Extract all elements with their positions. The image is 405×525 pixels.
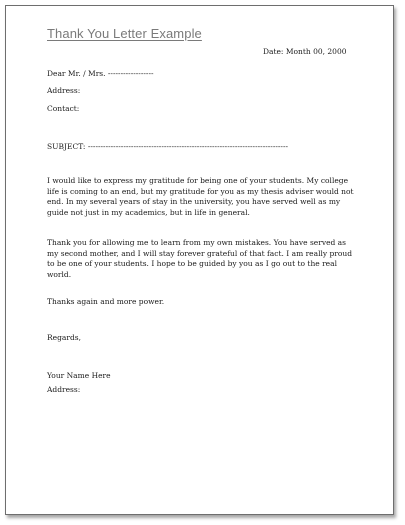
closing: Regards, — [47, 333, 81, 342]
subject-line: SUBJECT: ------------------------------------------------------------------------------- — [47, 142, 289, 151]
contact-label: Contact: — [47, 104, 80, 113]
sender-name: Your Name Here — [47, 371, 111, 380]
document-title: Thank You Letter Example — [47, 26, 202, 41]
address-label: Address: — [47, 86, 81, 95]
body-paragraph-2: Thank you for allowing me to learn from my own mistakes. You have served as my second mother, and I will stay forever grateful of that fact. I am really proud to be one of your students. I hope to be guided by you as I go out to the real world. — [47, 238, 353, 279]
date-line: Date: Month 00, 2000 — [263, 47, 347, 56]
letter-page — [5, 5, 394, 515]
sender-address-label: Address: — [47, 385, 81, 394]
body-paragraph-1: I would like to express my gratitude for being one of your students. My college life is coming to an end, but my gratitude for you as my thesis adviser would not end. In my several years of stay in the university, you have served well as my guide not just in my academics, but in life in general. — [47, 176, 354, 217]
salutation: Dear Mr. / Mrs. ------------------ — [47, 69, 154, 78]
body-paragraph-3: Thanks again and more power. — [47, 297, 165, 306]
